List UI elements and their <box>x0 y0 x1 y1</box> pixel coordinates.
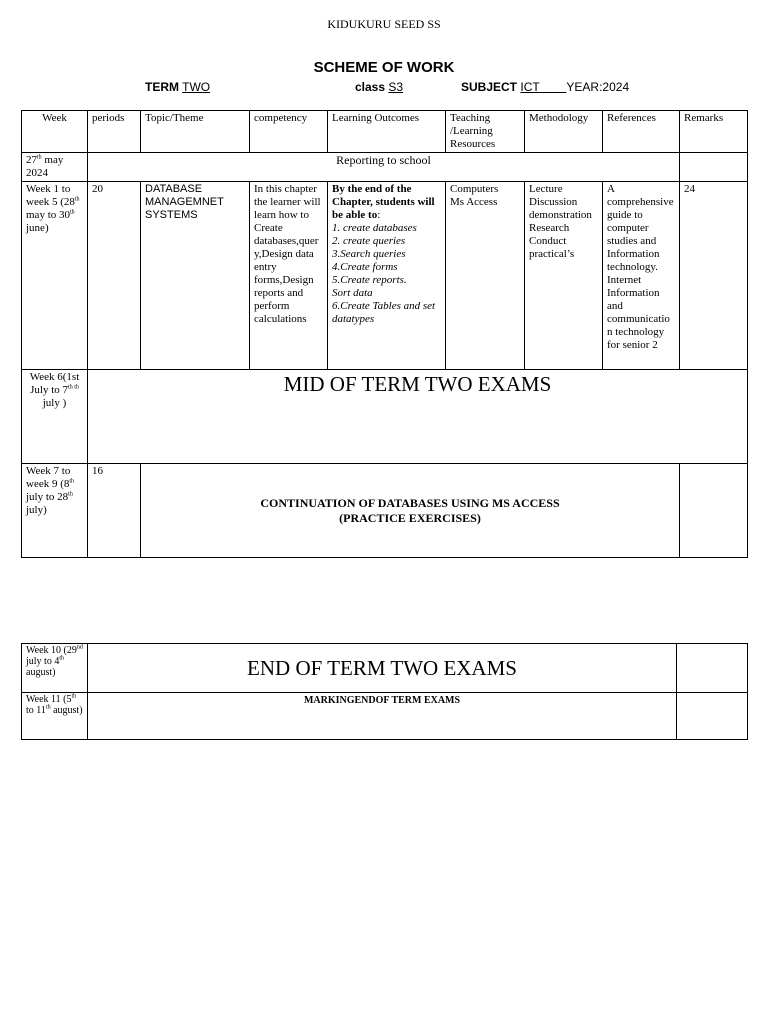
col-topic: Topic/Theme <box>141 111 250 153</box>
col-competency: competency <box>250 111 328 153</box>
resources-cell: Computers Ms Access <box>446 182 525 370</box>
continuation-text: CONTINUATION OF DATABASES USING MS ACCESS (PRACTICE EXERCISES) <box>141 464 680 558</box>
remarks-cell <box>680 464 748 558</box>
week-cell: Week 7 to week 9 (8th july to 28th july) <box>22 464 88 558</box>
week-cell: 27th may 2024 <box>22 153 88 182</box>
references-cell: A comprehensive guide to computer studies and Information technology. Internet Information and communication technology for senior 2 <box>603 182 680 370</box>
col-methodology: Methodology <box>525 111 603 153</box>
table-row <box>22 182 748 370</box>
competency-cell: In this chapter the learner will learn how to Create databases,query,Design data entry forms,Design reports and perform calculations <box>250 182 328 370</box>
methodology-cell: Lecture Discussion demonstration Research Conduct practical’s <box>525 182 603 370</box>
table-row <box>22 693 748 740</box>
table-row <box>22 153 748 182</box>
term-field <box>145 80 210 94</box>
subject-field <box>461 80 629 94</box>
class-label: class <box>355 80 386 94</box>
mid-term-exams-banner: MID OF TERM TWO EXAMS <box>88 370 748 464</box>
scheme-table <box>21 110 748 558</box>
col-remarks: Remarks <box>680 111 748 153</box>
table-row <box>22 644 748 693</box>
term-value: TWO <box>182 80 211 94</box>
outcomes-cell: By the end of the Chapter, students will be able to: 1. create databases 2. create queries 3.Search queries 4.Create forms 5.Create reports. Sort data 6.Create Tables and set datatypes <box>328 182 446 370</box>
topic-cell: DATABASE MANAGEMNET SYSTEMS <box>141 182 250 370</box>
school-name: KIDUKURU SEED SS <box>327 17 441 31</box>
col-resources: Teaching /Learning Resources <box>446 111 525 153</box>
end-term-exams-banner: END OF TERM TWO EXAMS <box>88 644 677 693</box>
term-label: TERM <box>145 80 179 94</box>
week-cell: Week 10 (29nd july to 4th august) <box>22 644 88 693</box>
week-cell: Week 6(1st July to $7^{th th}$ july ) <box>22 370 88 464</box>
col-periods: periods <box>88 111 141 153</box>
col-week: Week <box>22 111 88 153</box>
remarks-cell: 24 <box>680 182 748 370</box>
remarks-cell <box>680 153 748 182</box>
subject-label: SUBJECT <box>461 80 518 94</box>
periods-cell: 16 <box>88 464 141 558</box>
table-row <box>22 464 748 558</box>
year: YEAR:2024 <box>566 80 630 94</box>
col-learning-outcomes: Learning Outcomes <box>328 111 446 153</box>
class-value: S3 <box>388 80 404 94</box>
week-cell: Week 11 (5th to 11th august) <box>22 693 88 740</box>
table-row <box>22 370 748 464</box>
marking-text: MARKINGENDOF TERM EXAMS <box>88 693 677 740</box>
col-references: References <box>603 111 680 153</box>
reporting-text: Reporting to school <box>88 153 680 182</box>
exams-table <box>21 643 748 740</box>
document-title: SCHEME OF WORK <box>313 59 455 76</box>
week-cell: Week 1 to week 5 (28th may to 30th june) <box>22 182 88 370</box>
remarks-cell <box>677 644 748 693</box>
subject-value: ICT <box>520 80 540 94</box>
class-field <box>355 80 403 94</box>
remarks-cell <box>677 693 748 740</box>
periods-cell: 20 <box>88 182 141 370</box>
header-row <box>22 111 748 153</box>
